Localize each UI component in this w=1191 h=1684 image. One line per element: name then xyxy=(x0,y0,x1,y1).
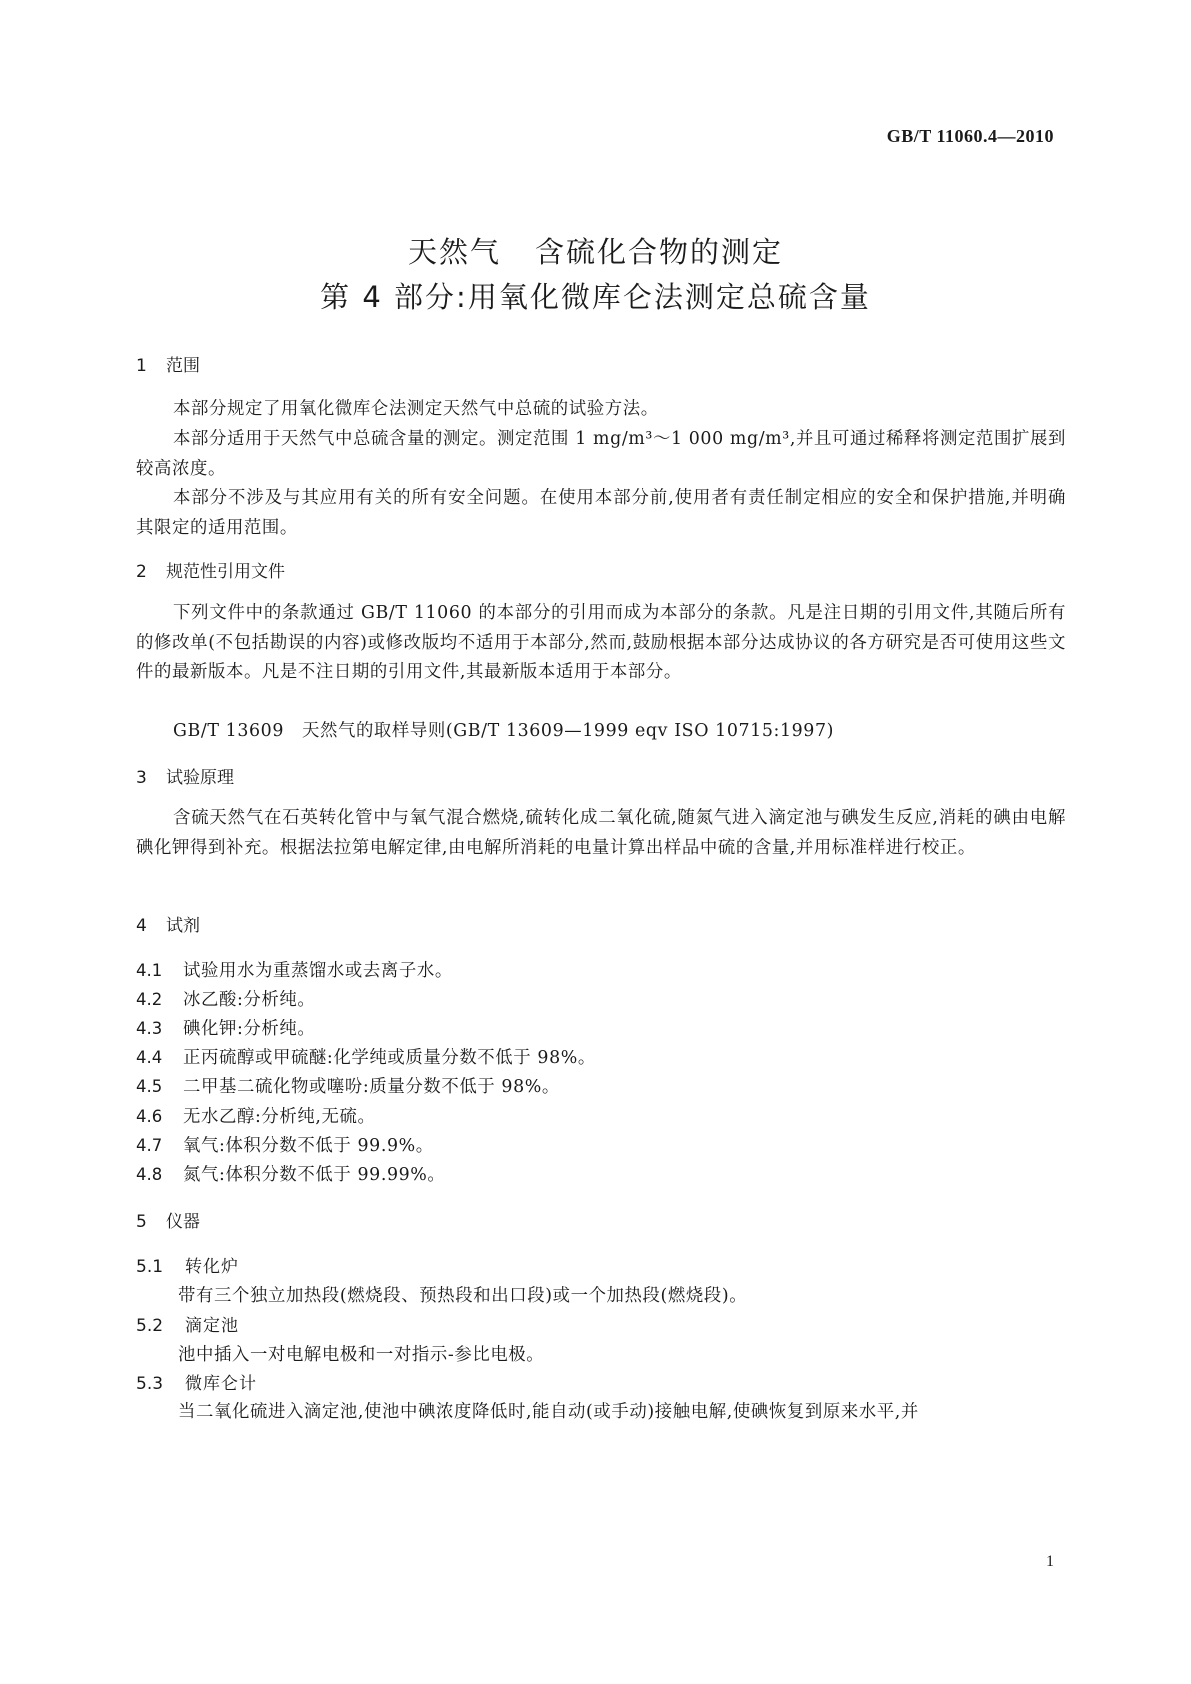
paragraph: 本部分适用于天然气中总硫含量的测定。测定范围 1 mg/m³～1 000 mg/m³,并且可通过稀释将测定范围扩展到较高浓度。 xyxy=(136,429,1066,479)
page-number: 1 xyxy=(1046,1553,1054,1570)
item-number: 4.4 xyxy=(136,1048,163,1067)
list-item xyxy=(136,1160,445,1185)
document-title-line2: 第 4 部分:用氧化微库仑法测定总硫含量 xyxy=(320,280,871,314)
list-item xyxy=(136,956,453,981)
document-title-line1 xyxy=(0,230,1191,271)
subsection-heading xyxy=(136,1311,239,1336)
section-heading-2 xyxy=(136,557,285,582)
item-text: 二甲基二硫化物或噻吩:质量分数不低于 98%。 xyxy=(183,1077,560,1097)
item-text: 无水乙醇:分析纯,无硫。 xyxy=(183,1107,376,1127)
subsection-number: 5.3 xyxy=(136,1374,164,1394)
subsection-title: 滴定池 xyxy=(185,1316,239,1336)
reference-entry: GB/T 13609 天然气的取样导则(GB/T 13609—1999 eqv ISO 10715:1997) xyxy=(173,721,835,741)
section-title: 仪器 xyxy=(166,1212,200,1232)
list-item xyxy=(136,1131,434,1156)
section-heading-1 xyxy=(136,351,200,376)
section-heading-4 xyxy=(136,911,200,936)
item-text: 氧气:体积分数不低于 99.9%。 xyxy=(183,1136,434,1156)
subsection-heading xyxy=(136,1252,239,1277)
item-number: 4.8 xyxy=(136,1165,163,1184)
subsection-number: 5.2 xyxy=(136,1316,164,1336)
item-text: 冰乙酸:分析纯。 xyxy=(183,990,316,1010)
section-heading-5 xyxy=(136,1207,200,1232)
paragraph: 含硫天然气在石英转化管中与氧气混合燃烧,硫转化成二氧化硫,随氮气进入滴定池与碘发生反应,消耗的碘由电解碘化钾得到补充。根据法拉第电解定律,由电解所消耗的电量计算出样品中硫的含量,并用标准样进行校正。 xyxy=(136,808,1066,858)
list-item xyxy=(136,1072,560,1097)
section-number: 5 xyxy=(136,1212,147,1232)
list-item xyxy=(136,1014,315,1039)
item-text: 碘化钾:分析纯。 xyxy=(183,1019,316,1039)
item-text: 氮气:体积分数不低于 99.99%。 xyxy=(183,1165,446,1185)
subsection-number: 5.1 xyxy=(136,1257,164,1277)
subsection-title: 微库仑计 xyxy=(185,1374,257,1394)
section-number: 1 xyxy=(136,356,147,376)
subsection-text: 当二氧化硫进入滴定池,使池中碘浓度降低时,能自动(或手动)接触电解,使碘恢复到原来水平,并 xyxy=(178,1402,919,1422)
item-number: 4.1 xyxy=(136,961,163,980)
section-title: 试验原理 xyxy=(166,768,234,788)
section-number: 4 xyxy=(136,916,147,936)
title-part-b: 含硫化合物的测定 xyxy=(535,235,784,269)
list-item xyxy=(136,1102,376,1127)
paragraph: 下列文件中的条款通过 GB/T 11060 的本部分的引用而成为本部分的条款。凡是注日期的引用文件,其随后所有的修改单(不包括勘误的内容)或修改版均不适用于本部分,然而,鼓励根据本部分达成协议的各方研究是否可使用这些文件的最新版本。凡是不注日期的引用文件,其最新版本适用于本部分。 xyxy=(136,603,1066,682)
item-number: 4.5 xyxy=(136,1077,163,1096)
section-title: 范围 xyxy=(166,356,200,376)
list-item xyxy=(136,1043,596,1068)
standard-code: GB/T 11060.4—2010 xyxy=(886,126,1054,146)
section-title: 规范性引用文件 xyxy=(166,562,285,582)
section-heading-3 xyxy=(136,763,234,788)
item-text: 正丙硫醇或甲硫醚:化学纯或质量分数不低于 98%。 xyxy=(183,1048,596,1068)
section-number: 3 xyxy=(136,768,147,788)
section-number: 2 xyxy=(136,562,147,582)
section-title: 试剂 xyxy=(166,916,200,936)
item-number: 4.2 xyxy=(136,990,163,1009)
title-part-a: 天然气 xyxy=(407,235,501,269)
subsection-title: 转化炉 xyxy=(185,1257,239,1277)
paragraph: 本部分不涉及与其应用有关的所有安全问题。在使用本部分前,使用者有责任制定相应的安全和保护措施,并明确其限定的适用范围。 xyxy=(136,488,1066,538)
subsection-text: 池中插入一对电解电极和一对指示-参比电极。 xyxy=(178,1345,545,1365)
item-text: 试验用水为重蒸馏水或去离子水。 xyxy=(183,961,453,981)
list-item xyxy=(136,985,315,1010)
item-number: 4.3 xyxy=(136,1019,163,1038)
subsection-text: 带有三个独立加热段(燃烧段、预热段和出口段)或一个加热段(燃烧段)。 xyxy=(178,1286,748,1306)
paragraph: 本部分规定了用氧化微库仑法测定天然气中总硫的试验方法。 xyxy=(173,399,659,419)
subsection-heading xyxy=(136,1369,257,1394)
item-number: 4.6 xyxy=(136,1107,163,1126)
item-number: 4.7 xyxy=(136,1136,163,1155)
